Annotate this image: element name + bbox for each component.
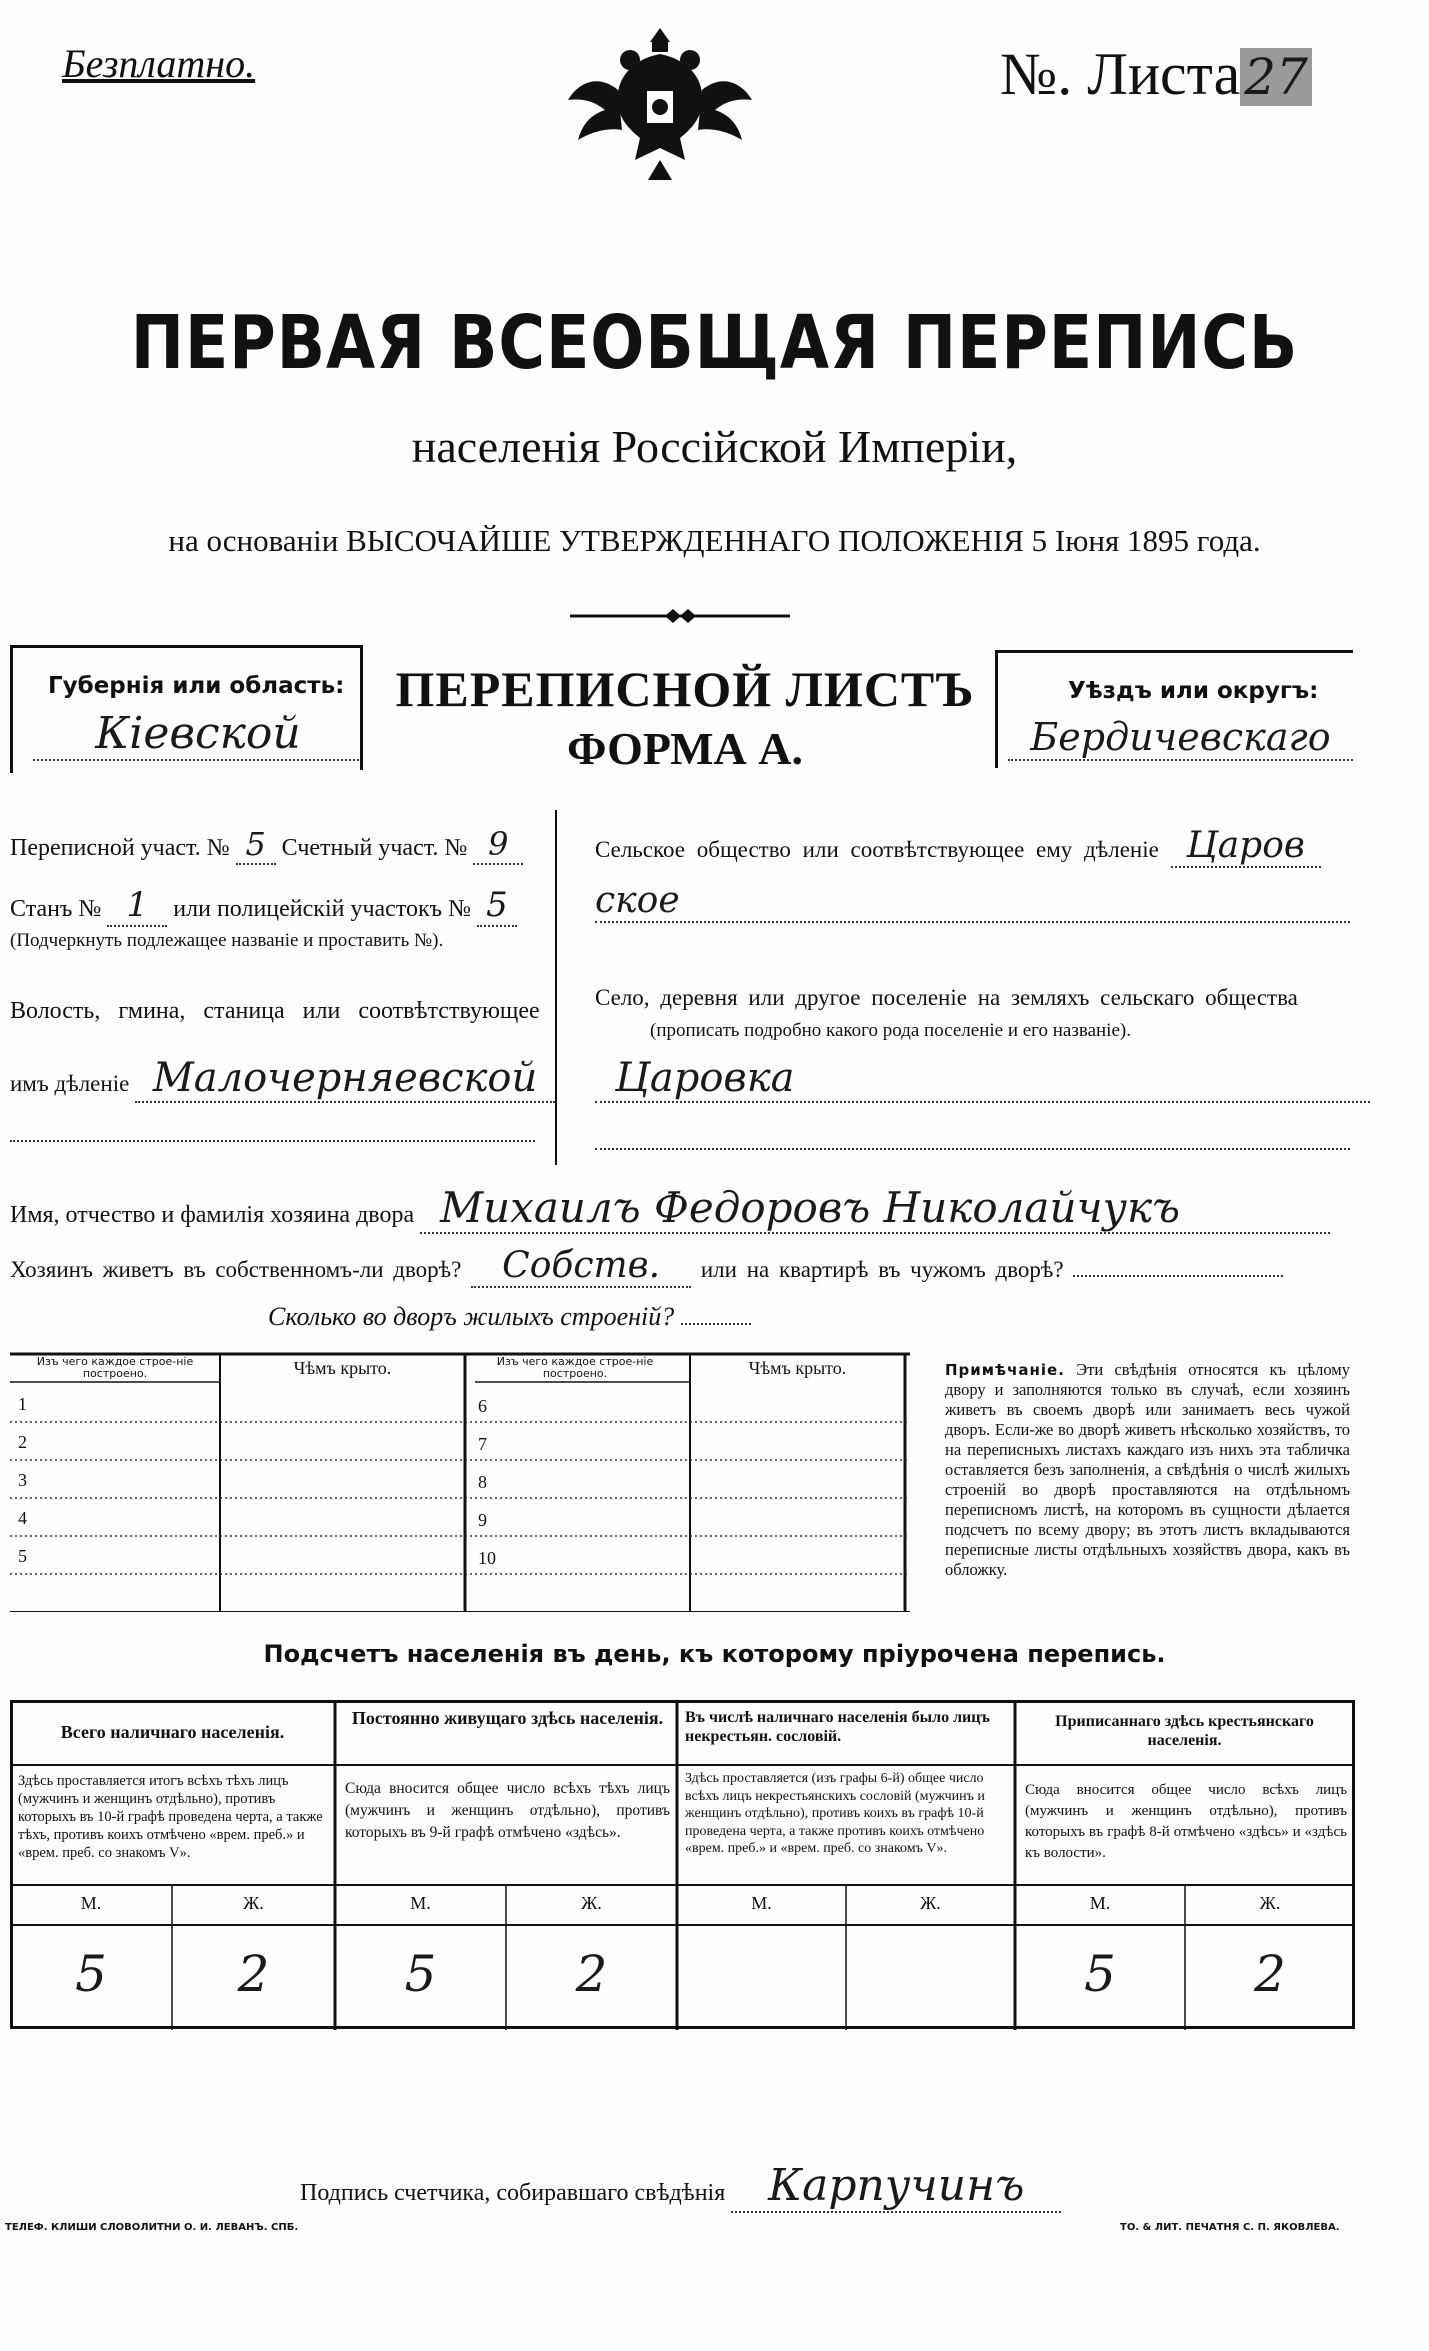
owner-lives-value: Собств. [471,1245,691,1288]
pop-col1-header: Всего наличнаго населенія. [60,1722,285,1742]
buildings-question: Сколько во дворъ жилыхъ строеній? [268,1302,675,1331]
pop-col3-header: Въ числѣ наличнаго населенія было лицъ некрестьян. сословій. [685,1709,990,1745]
page-subtitle: населенія Россійской Имперіи, [411,421,1018,472]
pop-col3-desc: Здѣсь проставляется (изъ графы 6-й) общее число всѣхъ лицъ некрестьянскихъ сословій (мужчинъ и женщинъ отдѣльно), противъ коихъ въ графѣ 10-й проведена черта, а также противъ коихъ отмѣчено «врем. преб.» и «врем. преб. со знакомъ V». [685,1771,985,1856]
pop-col2-m-value: 5 [404,1945,437,2003]
row-number-5: 5 [18,1546,27,1566]
village-blank-line [595,1148,1350,1150]
signature-row [300,2160,1061,2213]
population-title: Подсчетъ населенія въ день, къ которому пріурочена перепись. [263,1640,1166,1668]
counting-area-label: Счетный участ. № [281,835,468,861]
row-number-2: 2 [18,1432,27,1452]
signature-value: Карпучинъ [731,2160,1061,2213]
sheet-number-field [1000,40,1312,109]
pop-col2-header: Постоянно живущаго здѣсь населенія. [351,1708,664,1728]
pop-col4-f-value: 2 [1254,1945,1286,2003]
location-divider [555,810,557,1165]
stan-label: Станъ № [10,896,102,922]
owner-name-value: Михаилъ Федоровъ Николайчукъ [420,1183,1330,1234]
col-roof-right: Чѣмъ крыто. [748,1358,847,1378]
district-box [995,650,1353,768]
volost-label-1: Волость, гмина, станица или соотвѣтствующее [10,998,540,1024]
pop-col1-f-label: Ж. [243,1893,264,1913]
legal-basis: на основаніи ВЫСОЧАЙШЕ УТВЕРЖДЕННАГО ПОЛОЖЕНІЯ 5 Іюня 1895 года. [168,523,1261,558]
owner-name-label: Имя, отчество и фамилія хозяина двора [10,1202,415,1228]
volost-label-2: имъ дѣленіе [10,1071,130,1096]
volost-value: Малочерняевской [135,1055,555,1103]
pop-col3-f-label: Ж. [920,1893,941,1913]
village-label: Село, деревня или другое поселеніе на земляхъ сельскаго общества [595,985,1298,1010]
signature-label: Подпись счетчика, собиравшаго свѣдѣнія [300,2180,726,2206]
volost-blank-line [10,1140,535,1142]
underline-note: (Подчеркнуть подлежащее названіе и проставить №). [10,930,444,951]
province-value: Кіевской [33,708,363,761]
row-number-1: 1 [18,1394,27,1414]
buildings-question-row [268,1302,751,1332]
pop-col4-header: Приписаннаго здѣсь крестьянскаго населенія. [1055,1713,1314,1749]
society-value-2: ское [595,880,1350,923]
pop-col1-desc: Здѣсь проставляется итогъ всѣхъ тѣхъ лицъ (мужчинъ и женщинъ отдѣльно), противъ которыхъ въ 10-й графѣ проведена черта, а также тѣхъ, противъ коихъ отмѣчено «врем. преб.» и «врем. преб. со знакомъ V». [18,1773,323,1861]
village-note: (прописать подробно какого рода поселеніе и его названіе). [650,1020,1131,1041]
note-text: Эти свѣдѣнія относятся къ цѣлому двору и заполняются только въ случаѣ, если хозяинъ живетъ въ своемъ дворѣ или занимаетъ весь чужой дворъ. Если-же во дворѣ живетъ нѣсколько хозяйствъ, то на переписныхъ листахъ каждаго изъ нихъ эта табличка оставляется безъ заполненія, а свѣдѣнія о числѣ жилыхъ строеній во дворѣ проставляются на отдѣльномъ переписномъ листѣ, на которомъ въ сущности дѣлается подсчетъ по всему двору; въ этотъ листъ вкладываются переписные листы отдѣльныхъ хозяйствъ двора, какъ въ обложку. [945,1360,1350,1579]
pop-col1-m-value: 5 [75,1945,107,2003]
owner-apartment-label: или на квартирѣ въ чужомъ дворѣ? [700,1257,1064,1282]
row-number-3: 3 [18,1470,27,1490]
pop-col1-m-label: М. [80,1893,102,1913]
pop-col4-f-label: Ж. [1259,1893,1281,1913]
police-value: 5 [477,885,517,927]
stan-value: 1 [107,885,167,927]
pop-col4-m-label: М. [1089,1893,1111,1913]
col-material-left: Изъ чего каждое строе-ніе построено. [36,1355,194,1380]
pop-col2-m-label: М. [410,1893,431,1913]
stan-row [10,885,517,927]
row-number-10: 10 [478,1548,496,1568]
double-headed-eagle-emblem [560,20,760,185]
province-box [10,645,363,773]
pop-col1-f-value: 2 [237,1945,270,2003]
census-area-value: 5 [236,825,276,865]
note-title: Примѣчаніе. [945,1361,1065,1379]
census-area-label: Переписной участ. № [10,835,230,861]
volost-row [10,1055,555,1103]
counting-area-value: 9 [473,825,523,865]
col-roof-left: Чѣмъ крыто. [293,1358,392,1378]
col-material-right: Изъ чего каждое строе-ніе построено. [496,1355,654,1380]
owner-apartment-value [1073,1275,1283,1277]
police-label: или полицейскій участокъ № [173,896,471,922]
province-label: Губернія или область: [48,673,345,699]
society-row [595,825,1321,868]
owner-lives-row [10,1245,1283,1288]
sheet-label: №. Листа [1000,41,1241,107]
row-number-6: 6 [478,1396,487,1416]
population-table [10,1700,1355,2030]
free-label: Безплатно. [62,41,256,86]
owner-lives-label: Хозяинъ живетъ въ собственномъ-ли дворѣ? [10,1257,462,1282]
pop-col2-f-label: Ж. [581,1893,602,1913]
row-number-8: 8 [478,1472,487,1492]
form-title: ПЕРЕПИСНОЙ ЛИСТЪ [395,661,975,717]
printer-right: ТО. & ЛИТ. ПЕЧАТНЯ С. П. ЯКОВЛЕВА. [1120,2222,1340,2233]
note-block [945,1360,1350,1580]
pop-col2-desc: Сюда вносится общее число всѣхъ тѣхъ лицъ (мужчинъ и женщинъ отдѣльно), противъ которыхъ въ 9-й графѣ отмѣчено «здѣсь». [345,1780,670,1841]
ornament-divider [570,606,790,626]
pop-col2-f-value: 2 [575,1945,608,2003]
form-title-block [370,660,1000,775]
box-divider [360,645,363,770]
form-subtitle: ФОРМА А. [567,723,803,774]
pop-col3-m-label: М. [751,1893,772,1913]
page-title: ПЕРВАЯ ВСЕОБЩАЯ ПЕРЕПИСЬ [130,300,1299,386]
census-area-row [10,825,523,865]
row-number-7: 7 [478,1434,487,1454]
pop-col4-m-value: 5 [1084,1945,1116,2003]
owner-name-row [10,1183,1330,1234]
district-value: Бердичевскаго [1008,715,1353,761]
buildings-table [10,1352,910,1612]
society-value-1: Царов [1171,825,1321,868]
district-label: Уѣздъ или округъ: [1068,678,1319,704]
pop-col4-desc: Сюда вносится общее число всѣхъ лицъ (мужчинъ и женщинъ отдѣльно), противъ которыхъ въ графѣ 8-й отмѣчено «здѣсь» и «здѣсь къ волости». [1025,1782,1347,1861]
society-label: Сельское общество или соотвѣтствующее ему дѣленіе [595,837,1159,862]
row-number-4: 4 [18,1508,27,1528]
row-number-9: 9 [478,1510,487,1530]
printer-left: ТЕЛЕФ. КЛИШИ СЛОВОЛИТНИ О. И. ЛЕВАНЪ. СПБ. [5,2222,299,2233]
village-value: Царовка [595,1055,1370,1103]
sheet-number: 27 [1240,48,1312,106]
